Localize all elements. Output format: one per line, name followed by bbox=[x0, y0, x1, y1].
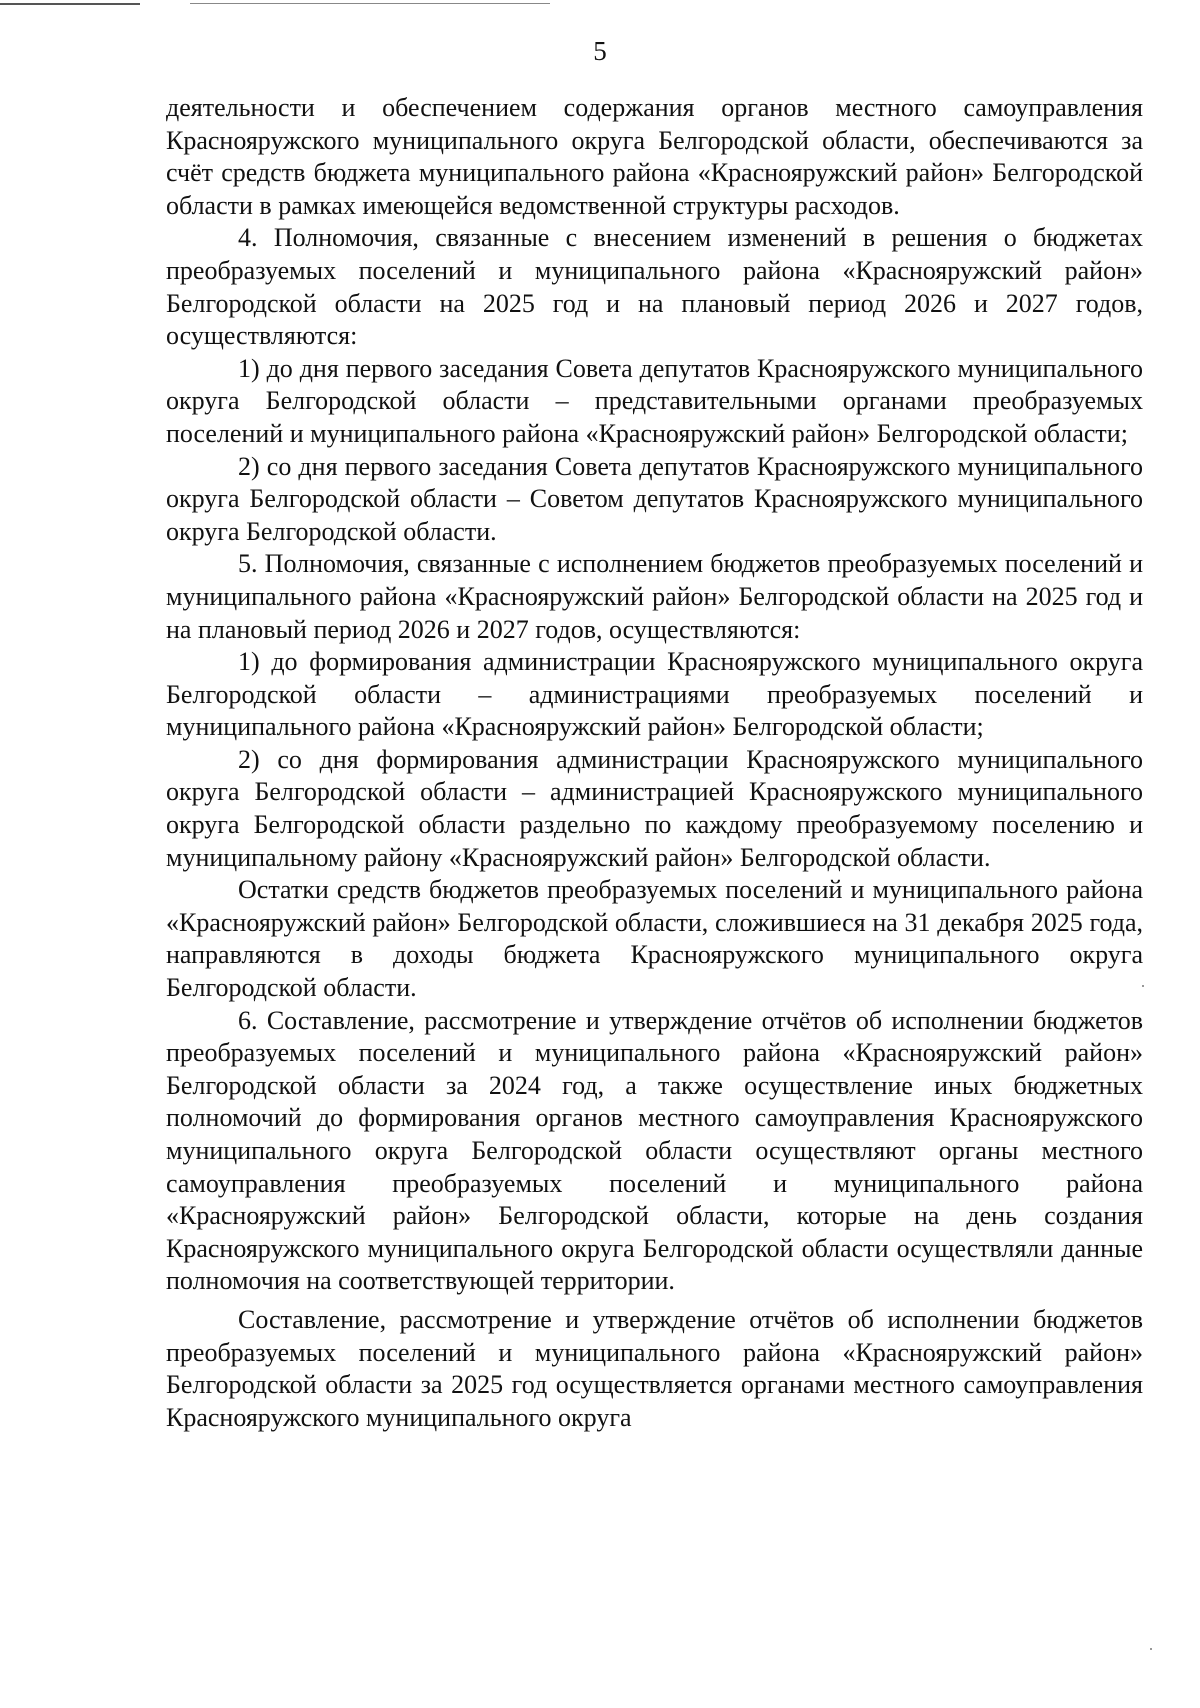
paragraph-reports-2025: Составление, рассмотрение и утверждение отчётов об исполнении бюджетов преобразуемых поселений и муниципального района «Краснояружский район» Белгородской области за 2025 год осуществляется органами местного самоуправления Краснояружского муниципального округа bbox=[166, 1304, 1143, 1432]
paragraph-item-5-2: 2) со дня формирования администрации Краснояружского муниципального округа Белгородской области – администрацией Краснояружского муниципального округа Белгородской области раздельно по каждому преобразуемому поселению и муниципальному району «Краснояружский район» Белгородской области. bbox=[166, 744, 1143, 872]
document-body bbox=[166, 92, 1143, 1434]
paragraph-budget-balances: Остатки средств бюджетов преобразуемых поселений и муниципального района «Краснояружский район» Белгородской области, сложившиеся на 31 декабря 2025 года, направляются в доходы бюджета Краснояружского муниципального округа Белгородской области. bbox=[166, 875, 1143, 1003]
paragraph-item-5: 5. Полномочия, связанные с исполнением бюджетов преобразуемых поселений и муниципального района «Краснояружский район» Белгородской области на 2025 год и на плановый период 2026 и 2027 годов, осуществляются: bbox=[166, 549, 1143, 644]
scan-speck bbox=[1150, 1648, 1152, 1650]
paragraph-item-5-1: 1) до формирования администрации Краснояружского муниципального округа Белгородской области – администрациями преобразуемых поселений и муниципального района «Краснояружский район» Белгородской области; bbox=[166, 647, 1143, 742]
scan-edge-mark bbox=[190, 3, 550, 4]
page-number: 5 bbox=[593, 36, 607, 66]
paragraph-item-4-1: 1) до дня первого заседания Совета депутатов Краснояружского муниципального округа Белгородской области – представительными органами преобразуемых поселений и муниципального района «Краснояружский район» Белгородской области; bbox=[166, 353, 1143, 448]
paragraph-continuation: деятельности и обеспечением содержания органов местного самоуправления Краснояружского муниципального округа Белгородской области, обеспечиваются за счёт средств бюджета муниципального района «Краснояружский район» Белгородской области в рамках имеющейся ведомственной структуры расходов. bbox=[166, 93, 1143, 220]
paragraph-item-4-2: 2) со дня первого заседания Совета депутатов Краснояружского муниципального округа Белгородской области – Советом депутатов Краснояружского муниципального округа Белгородской области. bbox=[166, 451, 1143, 546]
scan-speck bbox=[1142, 985, 1144, 987]
paragraph-item-6: 6. Составление, рассмотрение и утверждение отчётов об исполнении бюджетов преобразуемых поселений и муниципального района «Краснояружский район» Белгородской области за 2024 год, а также осуществление иных бюджетных полномочий до формирования органов местного самоуправления Краснояружского муниципального округа Белгородской области осуществляют органы местного самоуправления преобразуемых поселений и муниципального района «Краснояружский район» Белгородской области, которые на день создания Краснояружского муниципального округа Белгородской области осуществляли данные полномочия на соответствующей территории. bbox=[166, 1005, 1143, 1296]
scan-edge-mark bbox=[0, 3, 140, 5]
paragraph-item-4: 4. Полномочия, связанные с внесением изменений в решения о бюджетах преобразуемых поселений и муниципального района «Краснояружский район» Белгородской области на 2025 год и на плановый период 2026 и 2027 годов, осуществляются: bbox=[166, 223, 1143, 351]
